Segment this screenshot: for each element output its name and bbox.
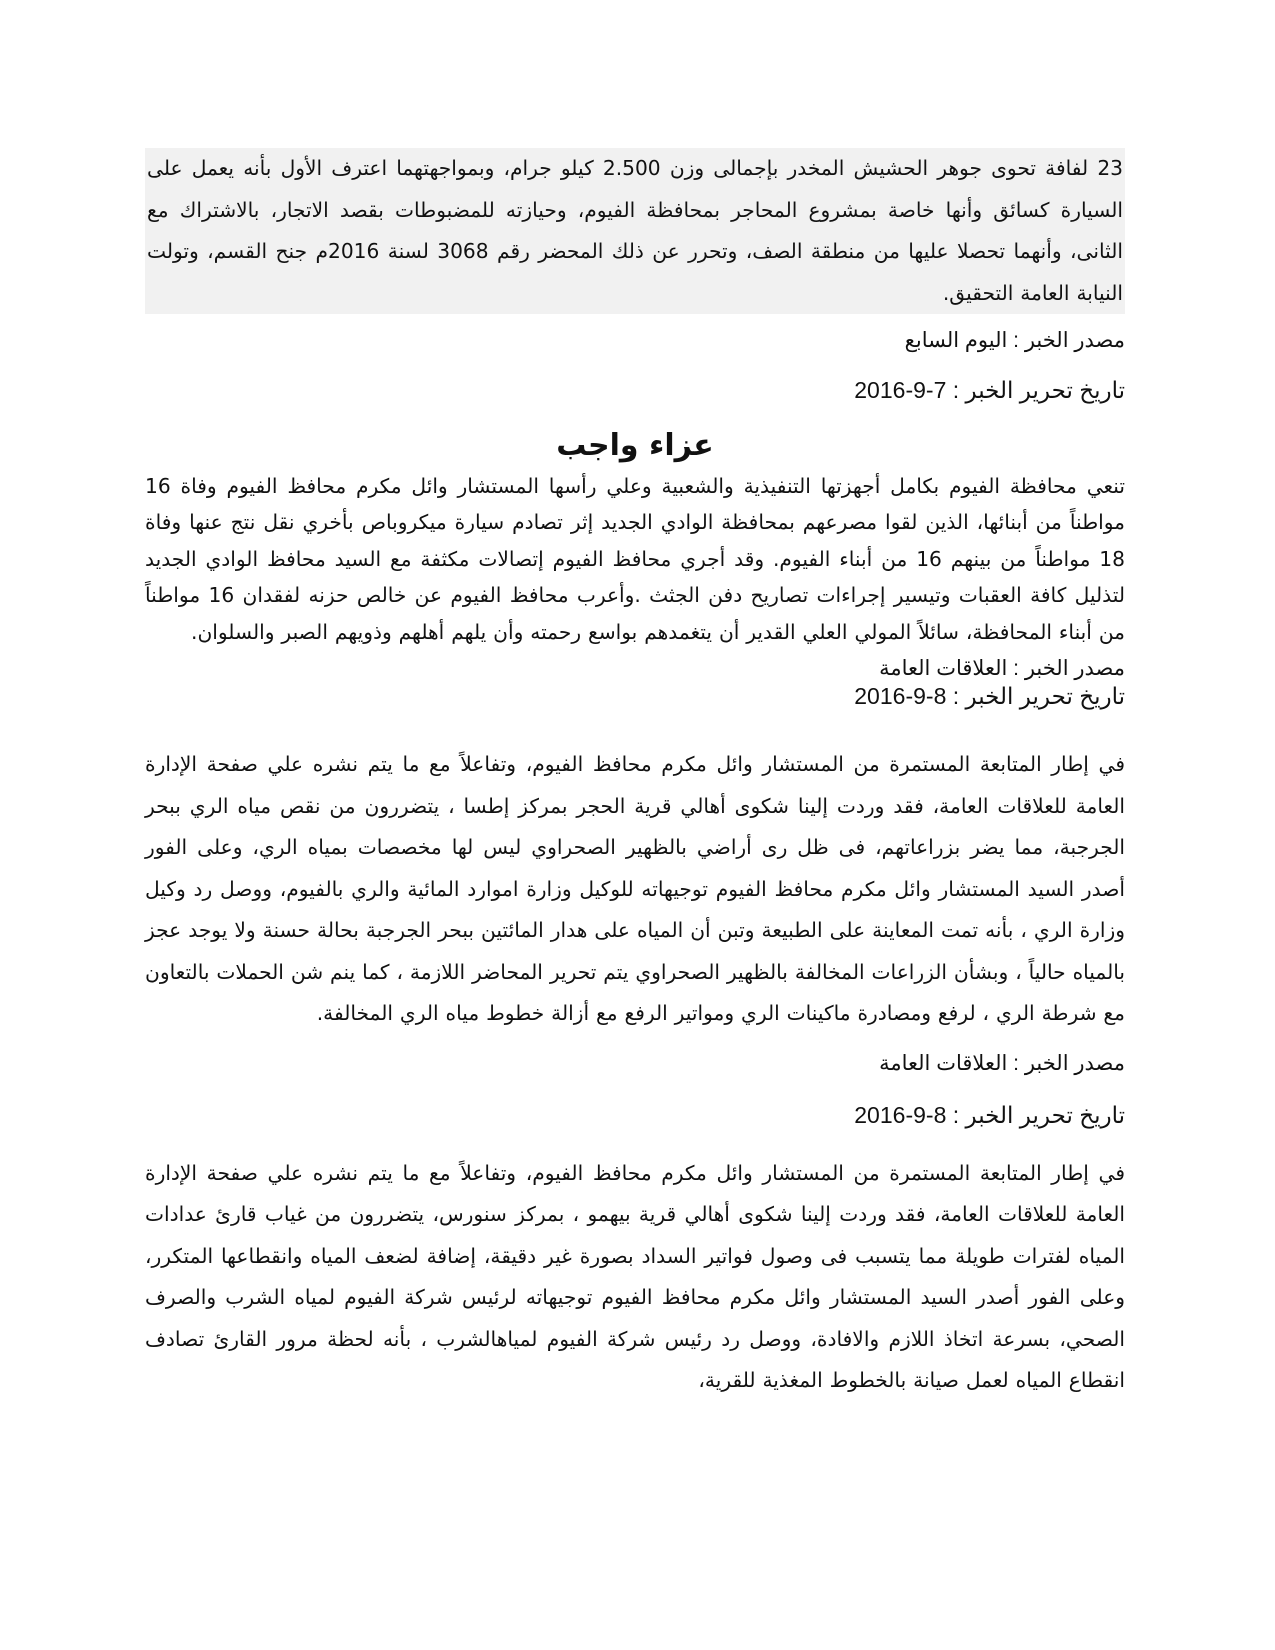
article-2-body: في إطار المتابعة المستمرة من المستشار وائل مكرم محافظ الفيوم، وتفاعلاً مع ما يتم نشره علي صفحة الإدارة العامة للعلاقات العامة، فقد وردت إلينا شكوى أهالي قرية الحجر بمركز إطسا ، يتضررون من نقص مياه الري ببحر الجرجبة، مما يضر بزراعاتهم، فى ظل رى أراضي بالظهير الصحراوي ليس لها مخصصات بمياه الري، وعلى الفور أصدر السيد المستشار وائل مكرم محافظ الفيوم توجيهاته للوكيل وزارة اموارد المائية والري بالفيوم، ووصل رد وكيل وزارة الري ، بأنه تمت المعاينة على الطبيعة وتبن أن المياه على هدار المائتين ببحر الجرجبة بحالة حسنة ولا يوجد عجز بالمياه حالياً ، وبشأن الزراعات المخالفة بالظهير الصحراوي يتم تحرير المحاضر اللازمة ، كما ينم شن الحملات بالتعاون مع شرطة الري ، لرفع ومصادرة ماكينات الري ومواتير الرفع مع أزالة خطوط مياه الري المخالفة. xyxy=(145,752,1125,1026)
condolence-heading: عزاء واجب xyxy=(556,428,714,463)
article-2-date: تاريخ تحرير الخبر : 8-9-2016 xyxy=(854,1101,1125,1128)
article-1-date: تاريخ تحرير الخبر : 7-9-2016 xyxy=(854,377,1125,403)
condolence-date: تاريخ تحرير الخبر : 8-9-2016 xyxy=(854,683,1125,710)
article-1-body: 23 لفافة تحوى جوهر الحشيش المخدر بإجمالى وزن 2.500 كيلو جرام، وبمواجهتهما اعترف الأول بأنه يعمل على السيارة كسائق وأنها خاصة بمشروع المحاجر بمحافظة الفيوم، وحيازته للمضبوطات بقصد الاتجار، بالاشتراك مع الثانى، وأنهما تحصلا عليها من منطقة الصف، وتحرر عن ذلك المحضر رقم 3068 لسنة 2016م جنح القسم، وتولت النيابة العامة التحقيق. xyxy=(145,148,1125,314)
condolence-body: تنعي محافظة الفيوم بكامل أجهزتها التنفيذية والشعبية وعلي رأسها المستشار وائل مكرم محافظ الفيوم وفاة 16 مواطناً من أبنائها، الذين لقوا مصرعهم بمحافظة الوادي الجديد إثر تصادم سيارة ميكروباص بأخري نقل نتج عنها وفاة 18 مواطناً من بينهم 16 من أبناء الفيوم. وقد أجري محافظ الفيوم إتصالات مكثفة مع السيد محافظ الوادي الجديد لتذليل كافة العقبات وتيسير إجراءات تصاريح دفن الجثث .وأعرب محافظ الفيوم عن خالص حزنه لفقدان 16 مواطناً من أبناء المحافظة، سائلاً المولي العلي القدير أن يتغمدهم بواسع رحمته وأن يلهم أهلهم وذويهم الصبر والسلوان. xyxy=(145,474,1126,644)
article-1-source: مصدر الخبر : اليوم السابع xyxy=(904,329,1125,352)
article-3-body: في إطار المتابعة المستمرة من المستشار وائل مكرم محافظ الفيوم، وتفاعلاً مع ما يتم نشره علي صفحة الإدارة العامة للعلاقات العامة، فقد وردت إلينا شكوى أهالي قرية بيهمو ، بمركز سنورس، يتضررون من غياب قارئ عدادات المياه لفترات طويلة مما يتسبب فى وصول فواتير السداد بصورة غير دقيقة، إضافة لضعف المياه وانقطاعها المتكرر، وعلى الفور أصدر السيد المستشار وائل مكرم محافظ الفيوم توجيهاته لرئيس شركة الفيوم لمياه الشرب والصرف الصحي، بسرعة اتخاذ اللازم والافادة، ووصل رد رئيس شركة الفيوم لمياهالشرب ، بأنه لحظة مرور القارئ تصادف انقطاع المياه لعمل صيانة بالخطوط المغذية للقرية، xyxy=(145,1160,1125,1393)
article-2-source: مصدر الخبر : العلاقات العامة xyxy=(879,1051,1125,1075)
document-page xyxy=(145,148,1125,1402)
condolence-source: مصدر الخبر : العلاقات العامة xyxy=(879,657,1125,681)
